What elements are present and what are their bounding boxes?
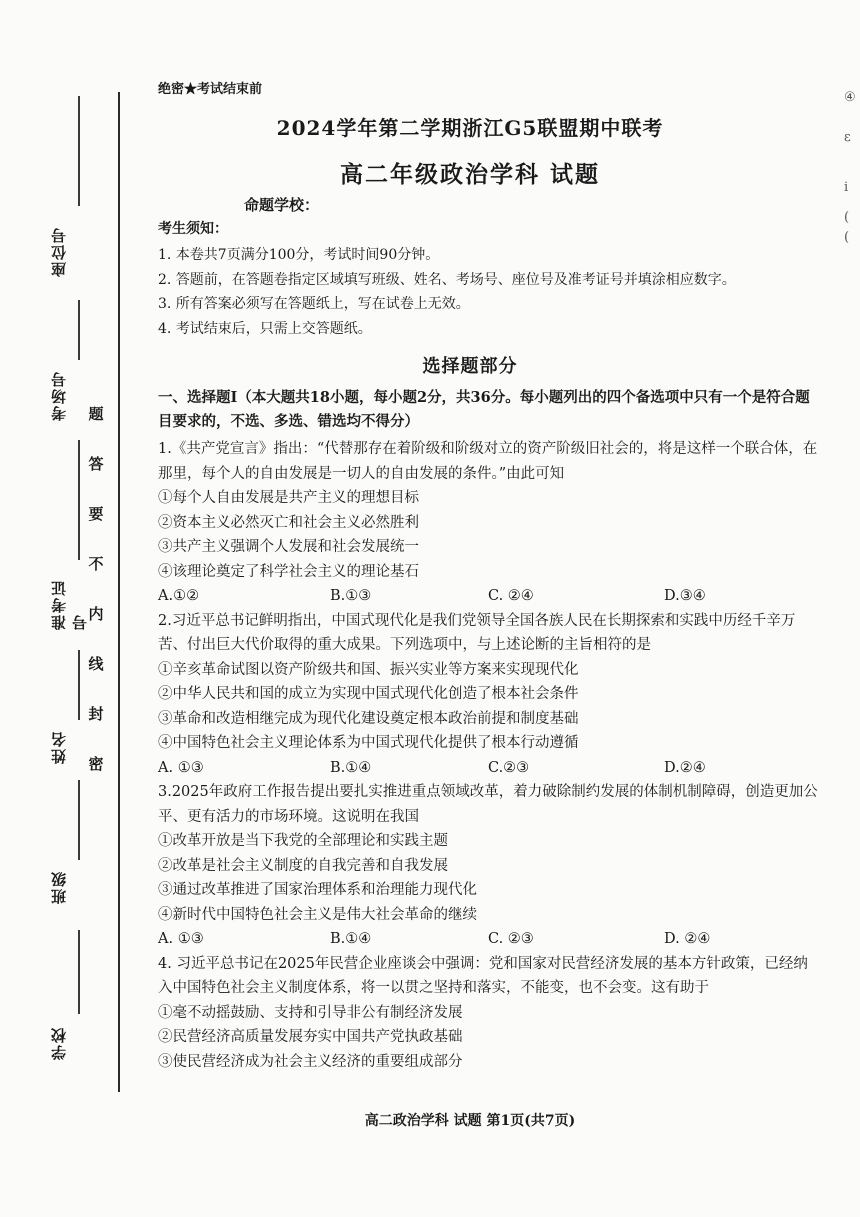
field-label-admission: 准考证号 — [50, 579, 89, 630]
notice-item: 4. 考试结束后，只需上交答题纸。 — [158, 320, 372, 337]
answer-choices — [158, 927, 820, 952]
edge-mark: ( — [844, 230, 850, 245]
class-field — [34, 780, 114, 920]
seal-char: 内 — [88, 605, 104, 623]
field-line — [78, 300, 80, 360]
question-4 — [158, 952, 820, 1075]
notice-list — [158, 243, 808, 341]
statement-option: ③通过改革推进了国家治理体系和治理能力现代化 — [158, 882, 477, 898]
statement-option: ①每个人自由发展是共产主义的理想目标 — [158, 490, 419, 506]
choice-c: C. ②③ — [488, 931, 534, 947]
statement-option: ①毫不动摇鼓励、支持和引导非公有制经济发展 — [158, 1004, 463, 1021]
choice-c: C. ②④ — [488, 588, 534, 604]
statement-option: ④新时代中国特色社会主义是伟大社会革命的继续 — [158, 906, 477, 923]
section-title: 选择题部分 — [422, 356, 518, 377]
field-label-class: 班级 — [50, 870, 68, 904]
question-2 — [158, 609, 820, 781]
statement-option: ②资本主义必然灭亡和社会主义必然胜利 — [158, 514, 419, 531]
exam-subtitle: 高二年级政治学科 试题 — [339, 161, 600, 188]
seal-char: 密 — [88, 755, 104, 773]
statement-option: ③使民营经济成为社会主义经济的重要组成部分 — [158, 1053, 463, 1070]
statement-option: ②中华人民共和国的成立为实现中国式现代化创造了根本社会条件 — [158, 686, 579, 702]
statement-option: ①改革开放是当下我党的全部理论和实践主题 — [158, 833, 448, 849]
choice-b: B.①④ — [330, 759, 372, 776]
field-label-school: 学校 — [50, 1026, 68, 1060]
choice-d: D. ②④ — [664, 931, 711, 947]
question-stem: 3.2025年政府工作报告提出要扎实推进重点领域改革，着力破除制约发展的体制机制障碍，创造更加公平、更有活力的市场环境。这说明在我国 — [158, 784, 818, 825]
question-1 — [158, 437, 820, 609]
field-label-room: 考场号 — [50, 370, 68, 421]
field-label-seat: 座位号 — [50, 226, 68, 277]
statement-option: ①辛亥革命试图以资产阶级共和国、振兴实业等方案来实现现代化 — [158, 661, 579, 678]
field-line — [78, 650, 80, 720]
part-header: 一、选择题Ⅰ（本大题共18小题，每小题2分，共36分。每小题列出的四个备选项中只有一个是符合题目要求的，不选、多选、错选均不得分） — [158, 389, 810, 430]
field-line — [78, 930, 80, 1014]
choice-a: A.①② — [158, 588, 200, 604]
statement-option: ②改革是社会主义制度的自我完善和自我发展 — [158, 857, 448, 874]
field-line — [78, 780, 80, 860]
seal-char: 题 — [88, 405, 104, 423]
seat-number-field — [34, 96, 114, 286]
seal-char: 线 — [88, 655, 104, 673]
choice-d: D.②④ — [664, 759, 706, 776]
answer-choices — [158, 756, 820, 781]
question-stem: 1.《共产党宣言》指出：“代替那存在着阶级和阶级对立的资产阶级旧社会的，将是这样一个联合体，在那里，每个人的自由发展是一切人的自由发展的条件。”由此可知 — [158, 441, 818, 482]
edge-mark: i — [844, 180, 849, 195]
setter-school: 命题学校： — [244, 196, 320, 214]
seal-char: 不 — [88, 555, 104, 573]
statement-option: ③共产主义强调个人发展和社会发展统一 — [158, 539, 419, 555]
notice-item: 3. 所有答案必须写在答题纸上，写在试卷上无效。 — [158, 296, 470, 312]
questions — [158, 437, 820, 1074]
seal-warning — [86, 405, 106, 773]
choice-a: A. ①③ — [158, 931, 204, 947]
statement-option: ③革命和改造相继完成为现代化建设奠定根本政治前提和制度基础 — [158, 710, 579, 727]
confidential-label: 绝密★考试结束前 — [158, 82, 263, 97]
statement-option: ④中国特色社会主义理论体系为中国式现代化提供了根本行动遵循 — [158, 735, 579, 751]
field-label-name: 姓名 — [50, 730, 68, 764]
edge-mark: ( — [844, 210, 850, 225]
choice-a: A. ①③ — [158, 759, 204, 776]
statement-option: ②民营经济高质量发展夯实中国共产党执政基础 — [158, 1029, 463, 1045]
notice-item: 1. 本卷共7页满分100分，考试时间90分钟。 — [158, 247, 440, 263]
field-line — [78, 440, 80, 560]
binding-line — [118, 92, 120, 1092]
seal-char: 答 — [88, 455, 104, 473]
question-stem: 4. 习近平总书记在2025年民营企业座谈会中强调：党和国家对民营经济发展的基本方针政策，已经纳入中国特色社会主义制度体系，将一以贯之坚持和落实，不能变，也不会变。这有助于 — [158, 955, 808, 996]
seal-char: 要 — [88, 505, 104, 523]
choice-d: D.③④ — [664, 588, 706, 604]
field-line — [78, 96, 80, 206]
seal-char: 封 — [88, 705, 104, 723]
notice-title: 考生须知： — [158, 221, 228, 237]
edge-marks — [844, 88, 858, 248]
choice-b: B.①③ — [330, 588, 372, 604]
exam-title: 2024学年第二学期浙江G5联盟期中联考 — [276, 116, 664, 140]
statement-option: ④该理论奠定了科学社会主义的理论基石 — [158, 563, 419, 580]
notice-item: 2. 答题前，在答题卷指定区域填写班级、姓名、考场号、座位号及准考证号并填涂相应数字。 — [158, 271, 736, 288]
school-field — [34, 930, 114, 1060]
choice-c: C.②③ — [488, 759, 530, 776]
edge-mark: ε — [844, 130, 851, 145]
answer-choices — [158, 584, 820, 609]
edge-mark: ④ — [844, 90, 856, 105]
question-stem: 2.习近平总书记鲜明指出，中国式现代化是我们党领导全国各族人民在长期探索和实践中历经千辛万苦、付出巨大代价取得的重大成果。下列选项中，与上述论断的主旨相符的是 — [158, 612, 796, 653]
choice-b: B.①④ — [330, 931, 372, 947]
question-3 — [158, 780, 820, 952]
page-footer: 高二政治学科 试题 第1页(共7页) — [364, 1113, 576, 1129]
